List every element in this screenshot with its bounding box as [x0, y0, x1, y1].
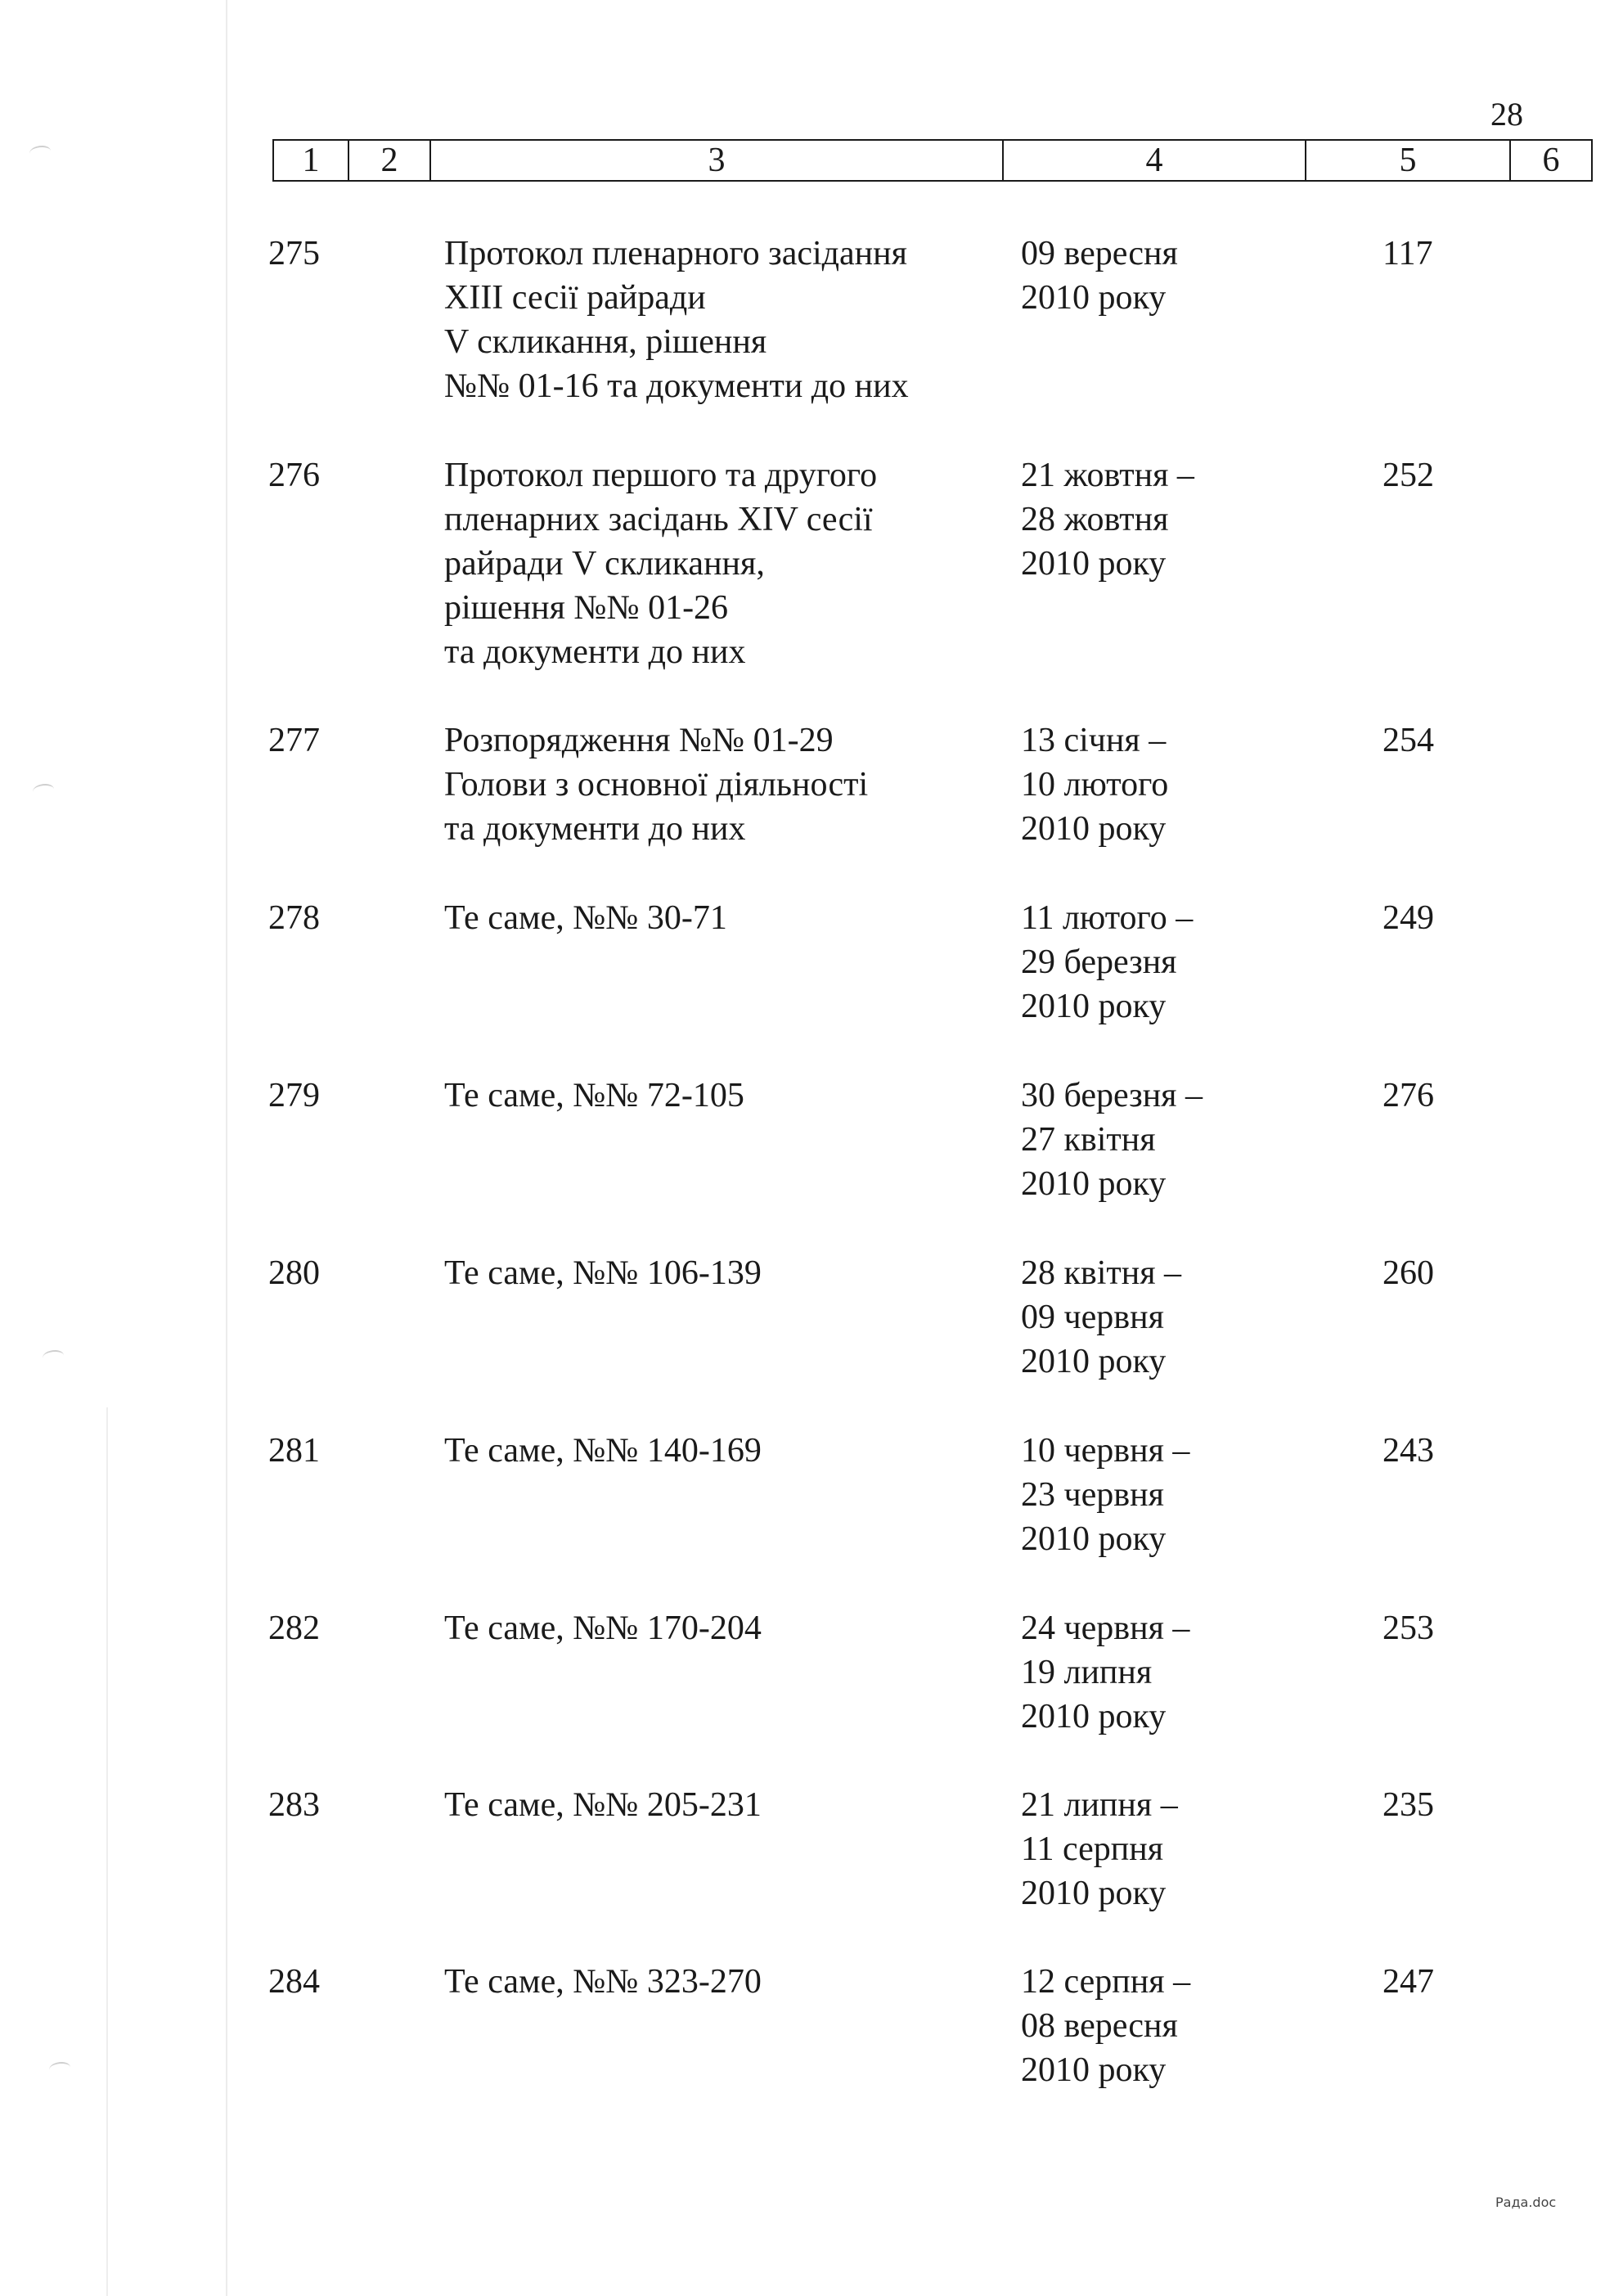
file-title: Протокол пленарного засідання XIII сесії райради V скликання, рішення №№ 01-16 та документи до них	[444, 235, 909, 405]
column-header-1: 1	[302, 142, 320, 179]
file-dates: 13 січня – 10 лютого 2010 року	[1021, 722, 1169, 848]
page-count: 260	[1382, 1254, 1434, 1292]
page-count: 276	[1382, 1077, 1434, 1114]
file-number: 284	[268, 1963, 320, 2001]
page-number: 28	[1490, 96, 1523, 133]
file-number: 276	[268, 457, 320, 494]
margin-mark	[49, 2062, 70, 2075]
column-header-3: 3	[429, 141, 1002, 180]
file-title: Те саме, №№ 72-105	[444, 1077, 744, 1114]
page-count: 117	[1382, 235, 1433, 272]
file-dates: 21 жовтня – 28 жовтня 2010 року	[1021, 457, 1194, 583]
page-count: 252	[1382, 457, 1434, 494]
footer-filename: Рада.doc	[1495, 2195, 1557, 2210]
file-number: 280	[268, 1254, 320, 1292]
margin-mark	[43, 1350, 64, 1363]
file-title: Те саме, №№ 205-231	[444, 1786, 762, 1824]
file-title: Розпорядження №№ 01-29 Голови з основної діяльності та документи до них	[444, 722, 869, 848]
margin-mark	[33, 784, 54, 797]
file-dates: 10 червня – 23 червня 2010 року	[1021, 1432, 1190, 1558]
scan-edge-line	[226, 0, 227, 2296]
file-dates: 28 квітня – 09 червня 2010 року	[1021, 1254, 1182, 1380]
column-header-6: 6	[1509, 141, 1591, 180]
file-dates: 09 вересня 2010 року	[1021, 235, 1178, 317]
page-count: 247	[1382, 1963, 1434, 2001]
file-dates: 12 серпня – 08 вересня 2010 року	[1021, 1963, 1191, 2089]
page-count: 254	[1382, 722, 1434, 759]
file-title: Протокол першого та другого пленарних засідань XIV сесії райради V скликання, рішення №№ 01-26 та документи до них	[444, 457, 878, 671]
file-title: Те саме, №№ 170-204	[444, 1609, 762, 1647]
file-dates: 11 лютого – 29 березня 2010 року	[1021, 899, 1194, 1025]
file-title: Те саме, №№ 30-71	[444, 899, 727, 937]
file-number: 282	[268, 1609, 320, 1647]
file-dates: 24 червня – 19 липня 2010 року	[1021, 1609, 1190, 1736]
file-dates: 30 березня – 27 квітня 2010 року	[1021, 1077, 1203, 1203]
file-title: Те саме, №№ 323-270	[444, 1963, 762, 2001]
file-dates: 21 липня – 11 серпня 2010 року	[1021, 1786, 1178, 1912]
file-number: 275	[268, 235, 320, 272]
scan-edge-line	[106, 1407, 108, 2296]
column-header-2: 2	[348, 141, 429, 180]
file-number: 281	[268, 1432, 320, 1470]
page-count: 235	[1382, 1786, 1434, 1824]
file-number: 277	[268, 722, 320, 759]
column-header-4: 4	[1002, 141, 1305, 180]
column-header-table	[272, 139, 1593, 182]
file-title: Те саме, №№ 140-169	[444, 1432, 762, 1470]
page-count: 253	[1382, 1609, 1434, 1647]
page-count: 249	[1382, 899, 1434, 937]
file-number: 278	[268, 899, 320, 937]
page-count: 243	[1382, 1432, 1434, 1470]
margin-mark	[29, 146, 51, 159]
file-number: 279	[268, 1077, 320, 1114]
file-title: Те саме, №№ 106-139	[444, 1254, 762, 1292]
column-header-5: 5	[1305, 141, 1509, 180]
file-number: 283	[268, 1786, 320, 1824]
